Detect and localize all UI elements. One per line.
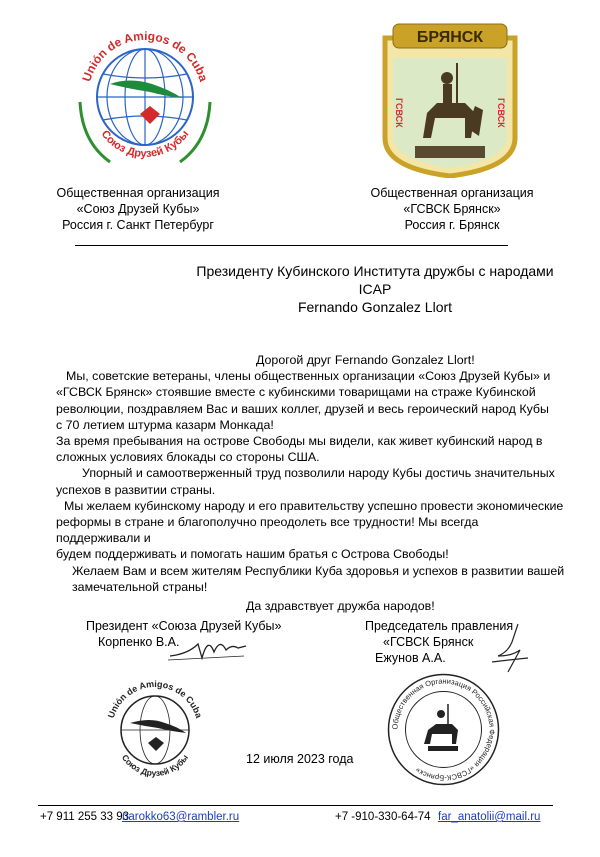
footer-email-right[interactable] [438, 810, 540, 824]
ring-text-top: Unión de Amigos de Cuba [79, 28, 211, 84]
addressee-block [150, 262, 600, 316]
p1-line2: «ГСВСК Брянск» стоявшие вместе с кубинскими товарищами на страже Кубинской [56, 385, 536, 400]
footer-phone-left: +7 911 255 33 93 [40, 811, 129, 823]
p5-line1: Желаем Вам и всем жителям Республики Куба здоровья и успехов в развитии вашей [72, 563, 565, 578]
right-org-line1: Общественная организация [370, 186, 534, 200]
globe-logo-icon [70, 22, 220, 172]
left-org-line1: Общественная организация [56, 186, 220, 200]
greeting: Дорогой друг Fernando Gonzalez Llort! [256, 353, 475, 367]
logo-gsvsk-bryansk [375, 18, 525, 178]
header-divider [75, 245, 508, 246]
stamp-right-ring-text: Общественная Организация Российская Федерация «ГСВСК-Брянск» [390, 676, 497, 783]
stamp-union-amigos [100, 675, 210, 785]
p1-line1: Мы, советские ветераны, члены общественных организации «Союз Друзей Кубы» и [66, 369, 551, 384]
right-org-line2: «ГСВСК Брянск» [403, 202, 501, 216]
p2-line1: За время пребывания на острове Свободы мы видели, как живет кубинский народ в [56, 434, 543, 449]
addressee-line3: Fernando Gonzalez Llort [297, 299, 453, 315]
signature-scribble-icon [168, 626, 248, 666]
email-left-link[interactable]: narokko63@rambler.ru [122, 811, 240, 823]
left-signer-title: Президент «Союза Друзей Кубы» [86, 619, 282, 633]
footer-email-left[interactable] [122, 810, 239, 824]
emblem-side-left: ГСВСК [394, 98, 404, 128]
emblem-banner-text: БРЯНСК [416, 29, 484, 46]
left-org-header [38, 185, 238, 233]
p2-line2: сложных условиях блокады со стороны США. [56, 450, 320, 465]
left-signer-name: Корпенко В.А. [98, 635, 180, 649]
right-org-header [352, 185, 552, 233]
p1-line3: революции, поздравляем Вас и ваших коллег, друзей и весь героический народ Кубы [56, 401, 549, 416]
right-signer-title1: Председатель правления [365, 619, 514, 633]
right-org-line3: Россия г. Брянск [404, 218, 500, 232]
left-org-line2: «Союз Друзей Кубы» [76, 202, 200, 216]
right-signer-title2: «ГСВСК Брянск [383, 635, 474, 649]
addressee-line1: Президенту Кубинского Института дружбы с народами [196, 263, 554, 279]
addressee-line2: ICAP [358, 281, 392, 297]
stamp-gsvsk [386, 672, 501, 787]
p3-line2: успехов в развитии страны. [56, 482, 216, 497]
p3-line1: Упорный и самоотверженный труд позволили народу Кубы достичь значительных [82, 466, 555, 481]
stamp-round-icon [386, 672, 501, 787]
closing: Да здравствует дружба народов! [246, 599, 435, 614]
logo-union-amigos-cuba [70, 22, 220, 172]
footer-divider [38, 805, 553, 806]
footer-phone-right: +7 -910-330-64-74 [335, 811, 431, 823]
date-text: 12 июля 2023 года [246, 752, 354, 766]
emblem-side-right: ГСВСК [496, 98, 506, 128]
letter-body [56, 352, 566, 614]
stamp-left-bottom-text: Союз Друзей Кубы [119, 752, 191, 779]
email-right-link[interactable]: far_anatolii@mail.ru [438, 811, 541, 823]
ring-text-bottom: Союз Друзей Кубы [98, 128, 192, 161]
stamp-left-top-text: Unión de Amigos de Cuba [105, 678, 205, 720]
left-handwritten-signature [168, 626, 248, 671]
left-org-line3: Россия г. Санкт Петербург [62, 218, 214, 232]
right-signer-name: Ежунов А.А. [375, 651, 446, 665]
p4-line3: будем поддерживать и помогать нашим братья с Острова Свободы! [56, 547, 449, 562]
p5-line2: замечательной страны! [72, 579, 208, 594]
p4-line2: реформы в стране и благополучно преодолеть все трудности! Мы всегда поддерживали и [56, 515, 479, 546]
p1-line4: с 70 летием штурма казарм Монкада! [56, 417, 274, 432]
bryansk-emblem-icon [375, 18, 525, 178]
stamp-globe-icon [100, 675, 210, 785]
p4-line1: Мы желаем кубинскому народу и его правительству успешно провести экономические [64, 498, 564, 513]
signature-scribble-icon [478, 622, 538, 677]
